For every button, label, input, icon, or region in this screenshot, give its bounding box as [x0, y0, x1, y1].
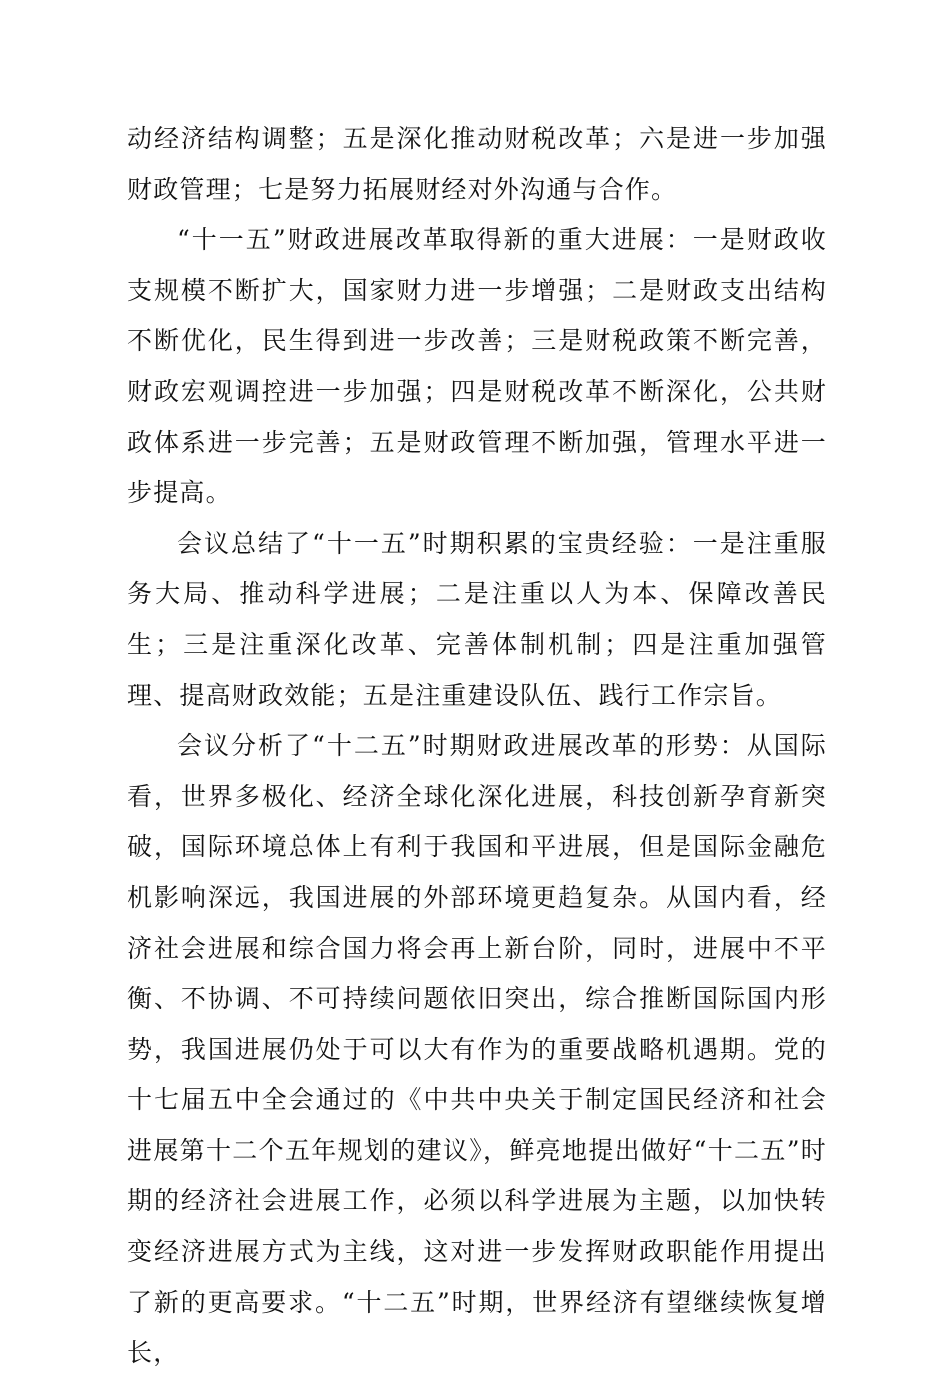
paragraph-4: 会议分析了“十二五”时期财政进展改革的形势：从国际看，世界多极化、经济全球化深化进展，科技创新孕育新突破，国际环境总体上有利于我国和平进展，但是国际金融危机影响深远，我国进展的外部环境更趋复杂。从国内看，经济社会进展和综合国力将会再上新台阶，同时，进展中不平衡、不协调、不可持续问题依旧突出，综合推断国际国内形势，我国进展仍处于可以大有作为的重要战略机遇期。党的十七届五中全会通过的《中共中央关于制定国民经济和社会进展第十二个五年规划的建议》，鲜亮地提出做好“十二五”时期的经济社会进展工作，必须以科学进展为主题，以加快转变经济进展方式为主线，这对进一步发挥财政职能作用提出了新的更高要求。“十二五”时期，世界经济有望继续恢复增长， [127, 731, 827, 1368]
paragraph-1: 动经济结构调整；五是深化推动财税改革；六是进一步加强财政管理；七是努力拓展财经对外沟通与合作。 [127, 124, 827, 204]
paragraph-3: 会议总结了“十一五”时期积累的宝贵经验：一是注重服务大局、推动科学进展；二是注重以人为本、保障改善民生；三是注重深化改革、完善体制机制；四是注重加强管理、提高财政效能；五是注重建设队伍、践行工作宗旨。 [127, 528, 827, 710]
paragraph-2: “十一五”财政进展改革取得新的重大进展：一是财政收支规模不断扩大，国家财力进一步增强；二是财政支出结构不断优化，民生得到进一步改善；三是财税政策不断完善，财政宏观调控进一步加强；四是财税改革不断深化，公共财政体系进一步完善；五是财政管理不断加强，管理水平进一步提高。 [127, 225, 827, 508]
document-body [127, 114, 827, 1379]
